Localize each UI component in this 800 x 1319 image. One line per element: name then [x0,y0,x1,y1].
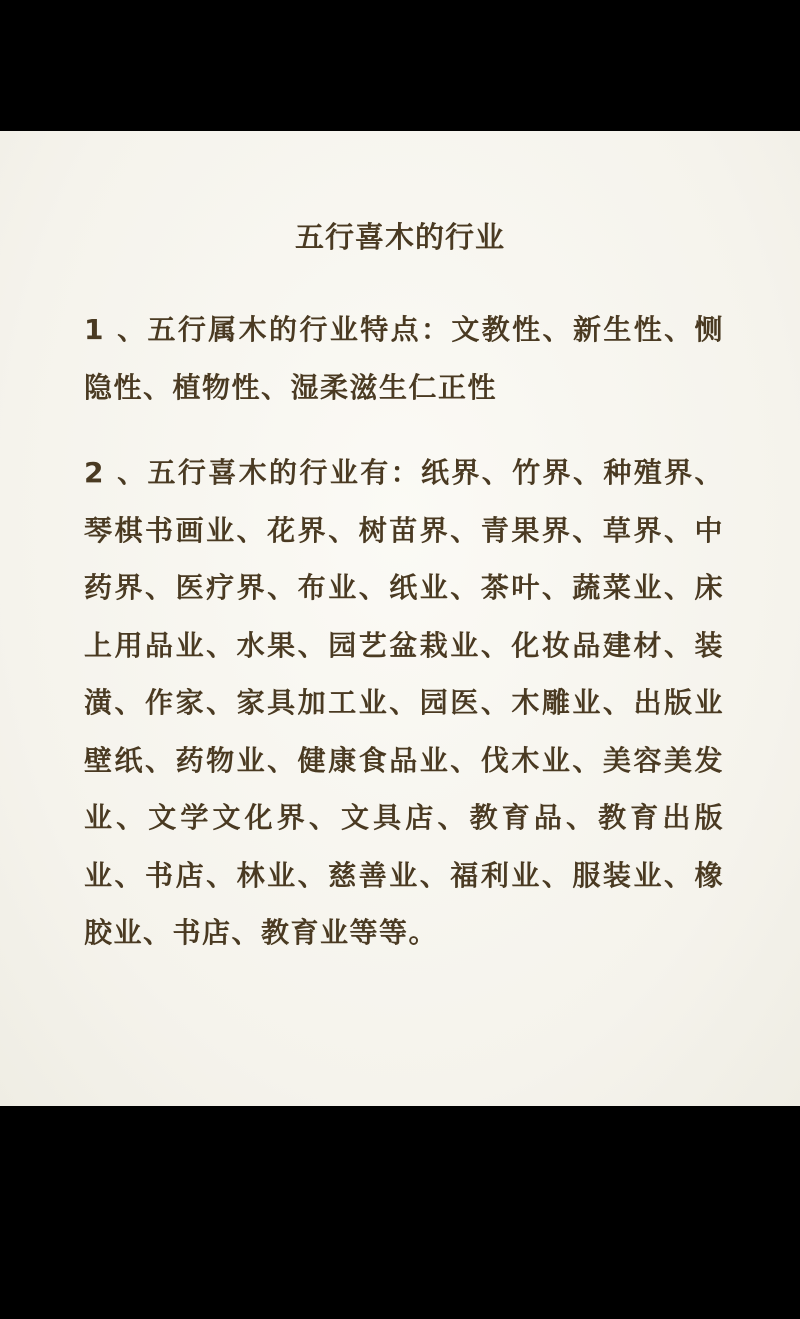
document-title: 五行喜木的行业 [294,220,505,254]
paragraph-industries: 2 、五行喜木的行业有：纸界、竹界、种殖界、琴棋书画业、花界、树苗界、青果界、草界、中药界、医疗界、布业、纸业、茶叶、蔬菜业、床上用品业、水果、园艺盆栽业、化妆品建材、装潢、作家、家具加工业、园医、木雕业、出版业壁纸、药物业、健康食品业、伐木业、美容美发业、文学文化界、文具店、教育品、教育出版业、书店、林业、慈善业、福利业、服装业、橡胶业、书店、教育业等等。 [84,456,724,949]
paragraph-characteristics: 1 、五行属木的行业特点：文教性、新生性、恻隐性、植物性、湿柔滋生仁正性 [84,313,724,404]
document-card [0,131,800,1106]
